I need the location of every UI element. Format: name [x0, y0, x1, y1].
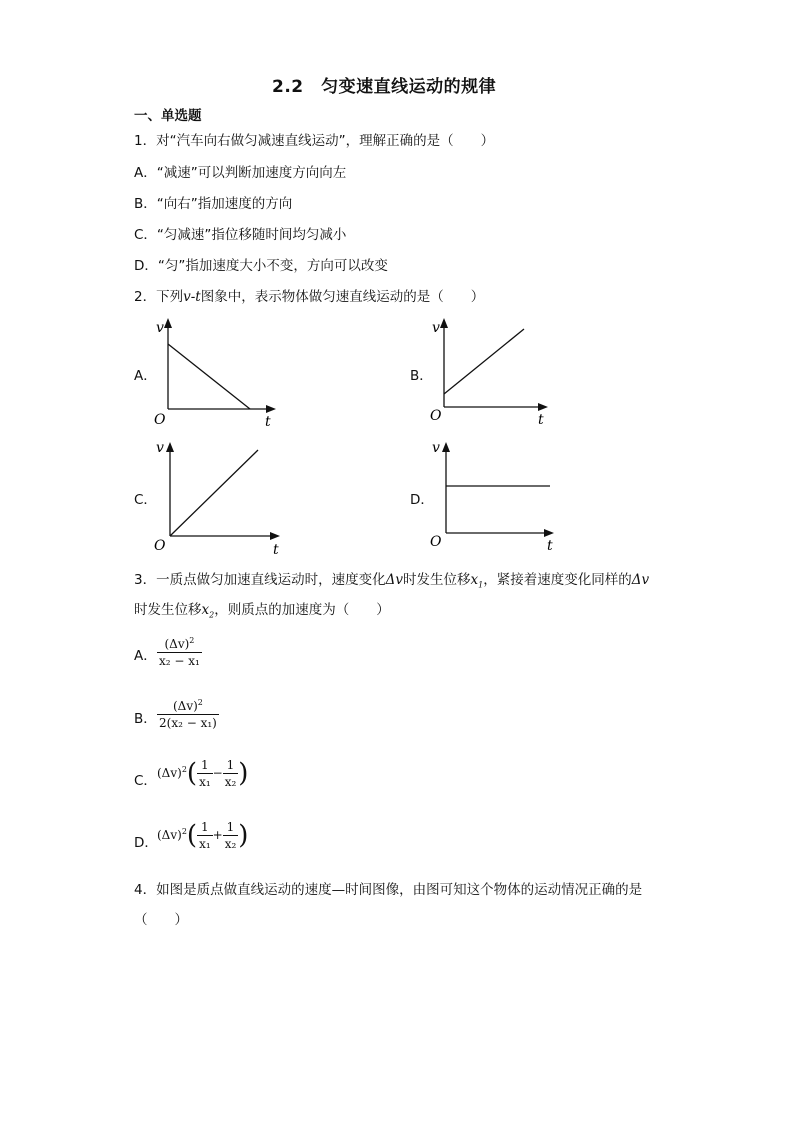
q1-option-b: B．“向右”指加速度的方向 — [134, 196, 293, 212]
q3-dv: Δv — [385, 572, 403, 588]
q4-stem-line2: （ ） — [134, 912, 188, 928]
q2-label-d: D． — [410, 492, 434, 508]
section-heading: 一、单选题 — [134, 108, 202, 124]
q3-option-a-formula — [157, 633, 202, 669]
q3-b-sq: 2 — [197, 698, 203, 707]
q3-label-d: D． — [134, 835, 158, 851]
q3-c-x1: x₁ — [199, 775, 211, 789]
q3-x1: x — [470, 572, 479, 588]
graph-d-v-arrow — [442, 442, 450, 452]
graph-c — [150, 436, 286, 558]
q3-option-d-formula — [157, 819, 248, 852]
q3-c-dv: (Δv) — [157, 766, 182, 780]
graph-a-origin: O — [154, 412, 166, 428]
q3-b-den: 2(x₂ − x₁) — [159, 716, 217, 730]
q2-label-c: C． — [134, 492, 157, 508]
graph-c-v-label: v — [156, 440, 164, 456]
q1-option-d: D．“匀”指加速度大小不变，方向可以改变 — [134, 258, 388, 274]
q1-option-a: A．“减速”可以判断加速度方向向左 — [134, 165, 347, 181]
graph-c-origin: O — [154, 538, 166, 554]
graph-b-line — [444, 329, 524, 394]
page-title: 2.2 匀变速直线运动的规律 — [272, 77, 497, 97]
graph-c-t-arrow — [270, 532, 280, 540]
q2-label-b: B． — [410, 368, 433, 384]
q3-d-rparen: ) — [238, 820, 249, 851]
q3-stem-line1 — [134, 568, 649, 590]
graph-a-t-label: t — [265, 414, 271, 428]
q3-c-frac2 — [223, 757, 239, 790]
q3-c-one2: 1 — [226, 758, 235, 772]
q3-text-c: ，紧接着速度变化同样的 — [483, 572, 632, 588]
graph-c-t-label: t — [273, 542, 279, 558]
q3-c-one1: 1 — [201, 758, 209, 772]
q3-label-b: B． — [134, 711, 157, 727]
q3-c-sq: 2 — [181, 765, 187, 774]
q3-d-one2: 1 — [226, 820, 235, 834]
q3-stem-line2 — [134, 598, 390, 620]
q3-x2-sub: 2 — [209, 610, 215, 620]
graph-d-t-label: t — [547, 538, 553, 554]
q3-dv2: Δv — [631, 572, 650, 588]
graph-c-line — [170, 450, 258, 536]
q3-c-frac1 — [197, 757, 213, 790]
graph-a — [150, 314, 280, 428]
q3-c-lparen: ( — [186, 758, 198, 789]
graph-c-v-arrow — [166, 442, 174, 452]
graph-b-t-arrow — [538, 403, 548, 411]
q3-label-a: A． — [134, 648, 157, 664]
q3-d-frac2 — [223, 819, 239, 852]
q3-a-num: (Δv) — [164, 637, 190, 651]
q3-x2: x — [201, 602, 210, 618]
q3-text-b: 时发生位移 — [402, 572, 471, 588]
q3-text-e: ，则质点的加速度为（ ） — [214, 602, 390, 618]
graph-b — [426, 314, 556, 428]
graph-a-v-label: v — [156, 320, 164, 336]
q3-d-one1: 1 — [201, 820, 209, 834]
graph-b-origin: O — [430, 408, 442, 424]
q3-option-a-fraction — [157, 633, 202, 669]
q3-d-dv: (Δv) — [157, 828, 182, 842]
q3-d-plus: + — [212, 828, 223, 842]
q3-option-b-fraction — [157, 695, 219, 731]
q2-stem-var: v-t — [183, 289, 201, 305]
q3-c-rparen: ) — [238, 758, 249, 789]
q3-option-b-formula — [157, 695, 219, 731]
q2-label-a: A． — [134, 368, 157, 384]
q3-x1-sub: 1 — [478, 580, 484, 590]
q2-stem — [134, 285, 484, 305]
graph-d-t-arrow — [544, 529, 554, 537]
q3-c-minus: − — [212, 766, 223, 780]
q3-d-x2: x₂ — [224, 837, 237, 851]
q3-d-frac1 — [197, 819, 213, 852]
q3-text-d: 时发生位移 — [134, 602, 202, 618]
graph-b-v-arrow — [440, 318, 448, 328]
graph-d — [426, 436, 562, 556]
q3-a-den: x₂ − x₁ — [159, 654, 200, 668]
q3-d-lparen: ( — [186, 820, 198, 851]
graph-d-v-label: v — [432, 440, 440, 456]
graph-a-v-arrow — [164, 318, 172, 328]
graph-b-v-label: v — [432, 320, 440, 336]
graph-b-t-label: t — [538, 412, 544, 428]
q3-option-c-formula — [157, 757, 248, 790]
q3-label-c: C． — [134, 773, 157, 789]
q3-a-sq: 2 — [189, 636, 195, 645]
q4-stem-line1: 4．如图是质点做直线运动的速度—时间图像，由图可知这个物体的运动情况正确的是 — [134, 882, 643, 898]
graph-a-t-arrow — [266, 405, 276, 413]
q2-stem-post: 图象中，表示物体做匀速直线运动的是（ ） — [200, 289, 485, 305]
q3-d-x1: x₁ — [199, 837, 211, 851]
q3-c-x2: x₂ — [224, 775, 237, 789]
q3-text-a: 3．一质点做匀加速直线运动时，速度变化 — [134, 572, 386, 588]
graph-d-origin: O — [430, 534, 442, 550]
q3-d-sq: 2 — [181, 827, 187, 836]
q1-option-c: C．“匀减速”指位移随时间均匀减小 — [134, 227, 347, 243]
graph-a-line — [168, 344, 250, 409]
q3-b-num: (Δv) — [172, 699, 198, 713]
q1-stem: 1．对“汽车向右做匀减速直线运动”，理解正确的是（ ） — [134, 133, 495, 149]
q2-stem-pre: 2．下列 — [134, 289, 184, 305]
